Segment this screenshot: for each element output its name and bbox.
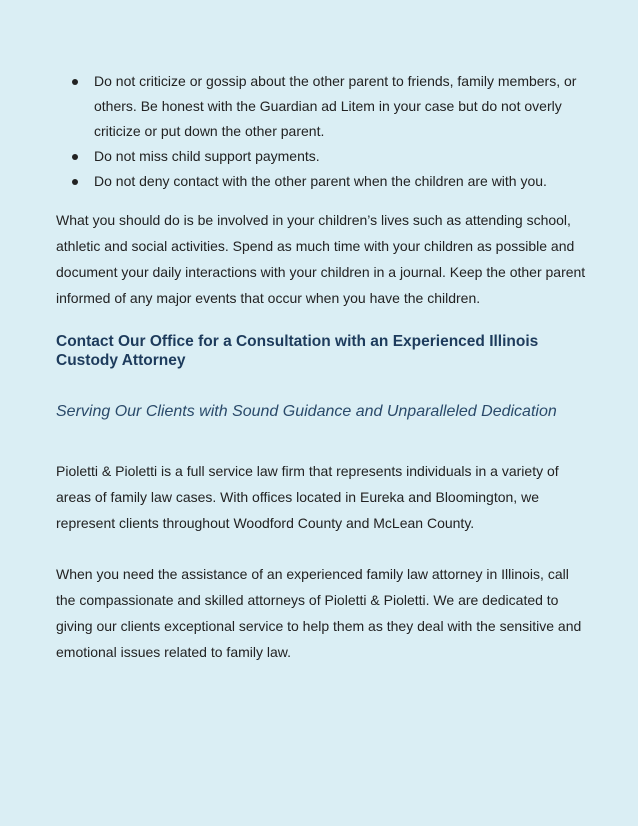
bullet-icon bbox=[72, 154, 78, 160]
paragraph-firm: Pioletti & Pioletti is a full service law firm that represents individuals in a variety of areas of family law cases. With offices located in Eureka and Bloomington, we represent clients throughout Woodford County and McLean County. bbox=[56, 463, 559, 531]
bullet-icon bbox=[72, 79, 78, 85]
bullet-text: Do not deny contact with the other parent when the children are with you. bbox=[94, 173, 547, 189]
paragraph-involvement: What you should do is be involved in your children’s lives such as attending school, athletic and social activities. Spend as much time with your children as possible and document your daily interactions with your children in a journal. Keep the other parent informed of any major events that occur when you have the children. bbox=[56, 212, 586, 306]
bullet-item bbox=[94, 144, 588, 169]
bullet-list bbox=[56, 69, 588, 194]
bullet-text: Do not criticize or gossip about the other parent to friends, family members, or others. Be honest with the Guardian ad Litem in your case but do not overly criticize or put down the other parent. bbox=[94, 73, 577, 139]
bullet-item bbox=[94, 69, 588, 144]
section-heading: Contact Our Office for a Consultation with an Experienced Illinois Custody Attorney bbox=[56, 333, 539, 369]
paragraph-contact: When you need the assistance of an experienced family law attorney in Illinois, call the compassionate and skilled attorneys of Pioletti & Pioletti. We are dedicated to giving our clients exceptional service to help them as they deal with the sensitive and emotional issues related to family law. bbox=[56, 566, 582, 660]
bullet-text: Do not miss child support payments. bbox=[94, 148, 320, 164]
bullet-icon bbox=[72, 179, 78, 185]
bullet-item bbox=[94, 169, 588, 194]
section-subheading: Serving Our Clients with Sound Guidance and Unparalleled Dedication bbox=[56, 403, 557, 420]
